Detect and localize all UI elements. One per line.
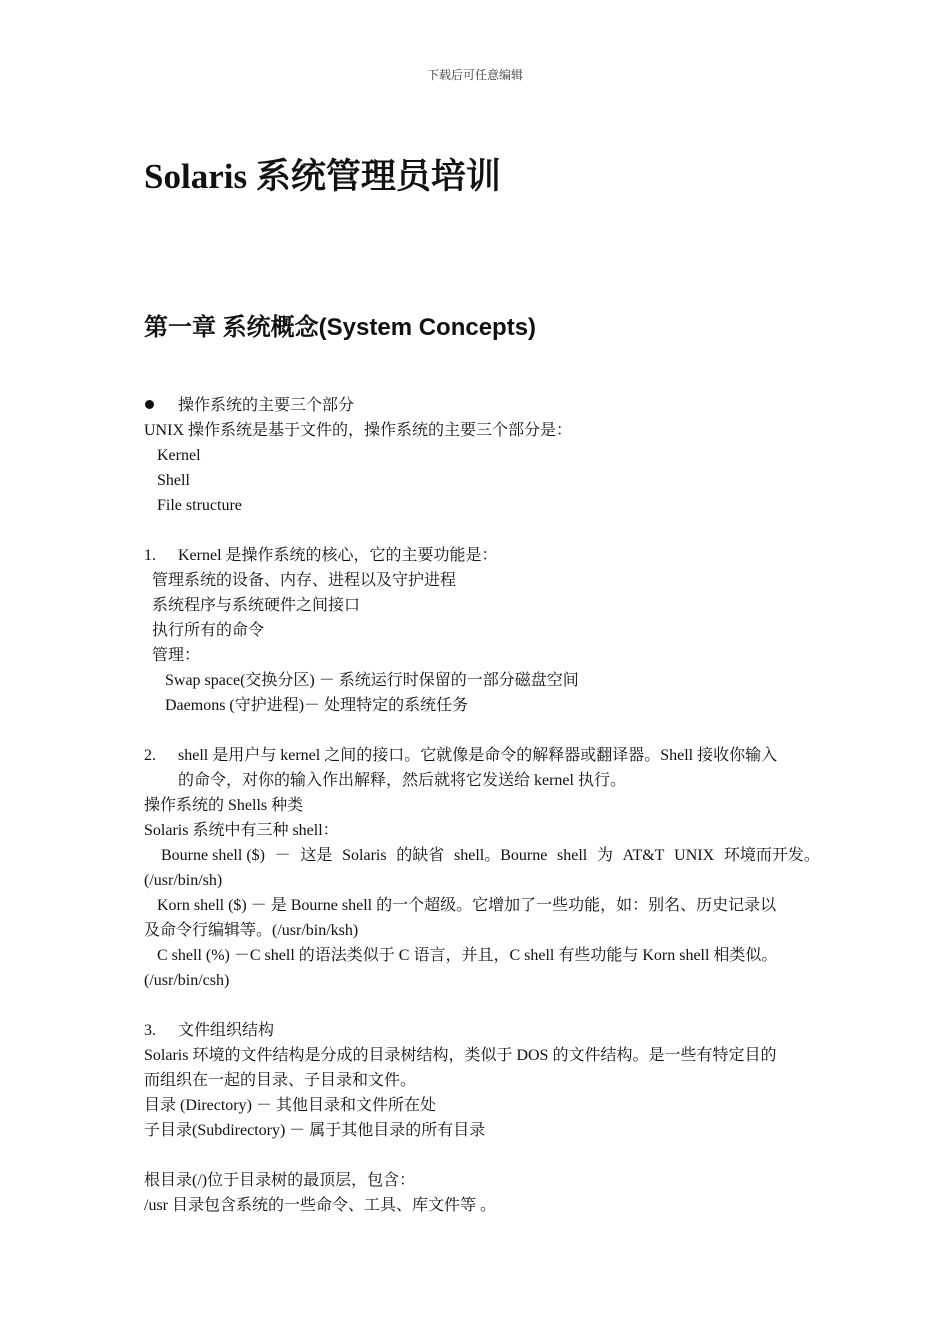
bourne-word: Bourne shell ($): [161, 847, 265, 864]
kernel-heading-text: Kernel 是操作系统的核心，它的主要功能是：: [178, 547, 498, 564]
kernel-function-item: 管理系统的设备、内存、进程以及守护进程: [152, 572, 457, 589]
document-title: Solaris 系统管理员培训: [144, 157, 501, 196]
shell-heading-continued: 的命令，对你的输入作出解释，然后就将它发送给 kernel 执行。: [178, 772, 626, 789]
bourne-word: Solaris: [342, 847, 387, 864]
bourne-word: 的缺省: [396, 847, 445, 864]
bourne-word: 环境而开发。: [723, 847, 820, 864]
kernel-managed-item: Swap space(交换分区) － 系统运行时保留的一部分磁盘空间: [165, 672, 579, 689]
file-structure-desc: Solaris 环境的文件结构是分成的目录树结构，类似于 DOS 的文件结构。是一些有特定目的: [144, 1047, 777, 1064]
list-number: 1.: [144, 547, 156, 564]
chapter-title: 第一章 系统概念(System Concepts): [144, 314, 537, 341]
korn-shell-line: Korn shell ($) － 是 Bourne shell 的一个超级。它增加了一些功能，如：别名、历史记录以: [157, 897, 777, 914]
usr-directory-text: /usr 目录包含系统的一些命令、工具、库文件等 。: [144, 1197, 497, 1214]
bourne-word: 这是: [300, 847, 333, 864]
bourne-word: －: [274, 847, 291, 864]
document-body: [144, 393, 820, 1218]
intro-text: UNIX 操作系统是基于文件的，操作系统的主要三个部分是：: [144, 422, 572, 439]
component-item: File structure: [157, 497, 242, 514]
kernel-function-item: 执行所有的命令: [152, 622, 265, 639]
section-bullet-line: [144, 393, 820, 418]
kernel-function-item: 系统程序与系统硬件之间接口: [152, 597, 361, 614]
shell-types-label: 操作系统的 Shells 种类: [144, 797, 304, 814]
header-note: 下载后可任意编辑: [426, 68, 523, 82]
root-directory-text: 根目录(/)位于目录树的最顶层，包含：: [144, 1172, 416, 1189]
list-number: 2.: [144, 747, 156, 764]
korn-shell-line-continued: 及命令行编辑等。(/usr/bin/ksh): [144, 922, 359, 939]
bourne-word: shell: [557, 847, 588, 864]
bourne-shell-line: [144, 843, 820, 868]
c-shell-path: (/usr/bin/csh): [144, 972, 230, 989]
file-structure-desc-continued: 而组织在一起的目录、子目录和文件。: [144, 1072, 417, 1089]
shell-heading: [144, 743, 820, 768]
kernel-function-item: 管理：: [152, 647, 201, 664]
file-structure-heading-text: 文件组织结构: [178, 1022, 275, 1039]
kernel-managed-item: Daemons (守护进程)－ 处理特定的系统任务: [165, 697, 469, 714]
directory-definition: 目录 (Directory) － 其他目录和文件所在处: [144, 1097, 436, 1114]
shell-heading-text: shell 是用户与 kernel 之间的接口。它就像是命令的解释器或翻译器。Shell 接收你输入: [178, 747, 778, 764]
component-item: Kernel: [157, 447, 201, 464]
subdirectory-definition: 子目录(Subdirectory) － 属于其他目录的所有目录: [144, 1122, 486, 1139]
bullet-dot-icon: [144, 393, 178, 418]
bourne-word: shell。Bourne: [454, 847, 548, 864]
shell-types-intro: Solaris 系统中有三种 shell：: [144, 822, 339, 839]
list-number: 3.: [144, 1022, 156, 1039]
bourne-word: AT&T: [622, 847, 665, 864]
section-bullet-text: 操作系统的主要三个部分: [178, 397, 355, 414]
bourne-shell-path: (/usr/bin/sh): [144, 872, 223, 889]
component-item: Shell: [157, 472, 190, 489]
bourne-word: 为: [596, 847, 613, 864]
c-shell-line: C shell (%) －C shell 的语法类似于 C 语言，并且，C shell 有些功能与 Korn shell 相类似。: [157, 947, 778, 964]
bourne-word: UNIX: [674, 847, 715, 864]
file-structure-heading: [144, 1018, 820, 1043]
kernel-heading: [144, 543, 820, 568]
